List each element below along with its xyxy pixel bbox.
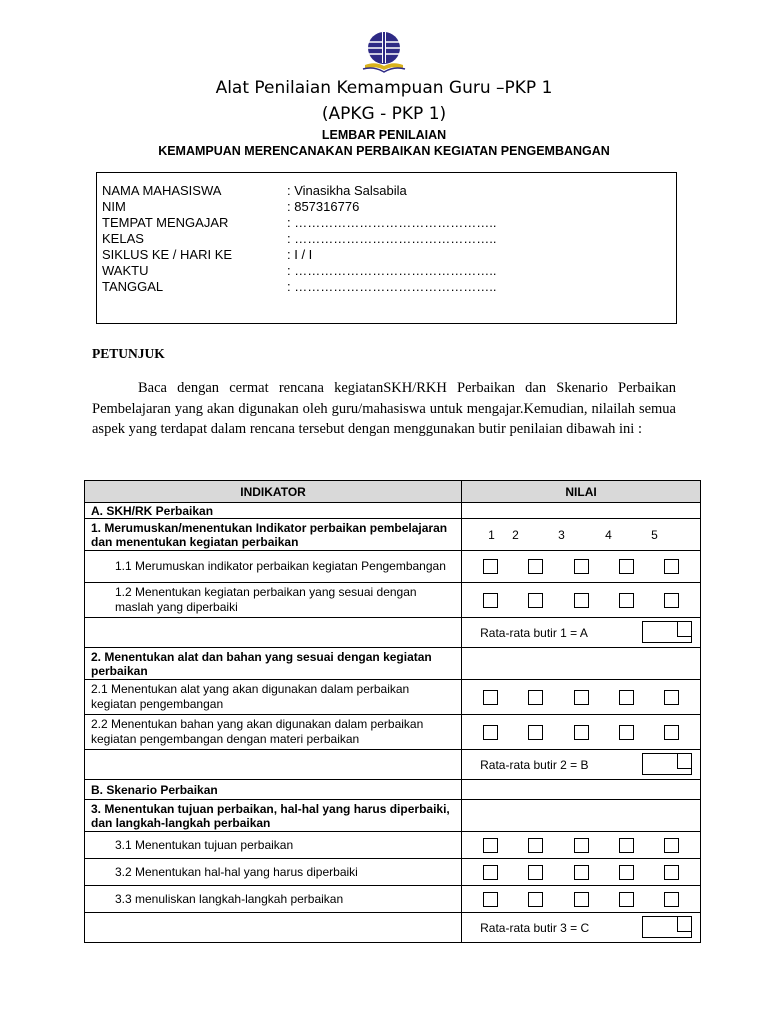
empty-cell <box>462 648 701 680</box>
info-value: : 857316776 <box>287 199 360 214</box>
score-checkbox-4[interactable] <box>619 865 634 880</box>
info-label: TANGGAL <box>102 279 164 294</box>
info-row-kelas <box>102 231 496 247</box>
score-checkbox-3[interactable] <box>574 838 589 853</box>
table-row <box>85 800 701 832</box>
form-heading: LEMBAR PENILAIAN <box>321 128 447 142</box>
score-checkbox-1[interactable] <box>483 559 498 574</box>
info-value: : I / I <box>287 247 313 262</box>
scale-1: 1 <box>488 527 495 542</box>
score-cell <box>462 832 701 859</box>
score-checkbox-4[interactable] <box>619 559 634 574</box>
info-value: : ……………………………………….. <box>287 231 497 246</box>
info-row-tanggal <box>102 279 496 295</box>
university-logo-icon <box>359 31 409 75</box>
indicator-3-1-label: 3.1 Menentukan tujuan perbaikan <box>85 832 462 859</box>
score-cell <box>462 551 701 583</box>
table-row <box>85 780 701 800</box>
score-cell <box>462 859 701 886</box>
score-checkbox-2[interactable] <box>528 838 543 853</box>
info-row-nama <box>102 183 407 199</box>
score-checkbox-5[interactable] <box>664 690 679 705</box>
average-cell <box>462 618 701 648</box>
instructions-heading: PETUNJUK <box>92 346 165 361</box>
average-1-box[interactable] <box>642 621 692 643</box>
table-row <box>85 913 701 943</box>
score-checkbox-1[interactable] <box>483 593 498 608</box>
score-cell <box>462 886 701 913</box>
score-checkbox-1[interactable] <box>483 838 498 853</box>
info-row-siklus <box>102 247 312 263</box>
empty-cell <box>85 913 462 943</box>
indicator-3-3-label: 3.3 menuliskan langkah-langkah perbaikan <box>85 886 462 913</box>
form-subheading: KEMAMPUAN MERENCANAKAN PERBAIKAN KEGIATAN PENGEMBANGAN <box>158 144 610 158</box>
empty-cell <box>462 780 701 800</box>
header-nilai: NILAI <box>462 481 701 503</box>
scale-5: 5 <box>651 527 658 542</box>
score-checkbox-4[interactable] <box>619 725 634 740</box>
indicator-1-2-label: 1.2 Menentukan kegiatan perbaikan yang sesuai dengan maslah yang diperbaiki <box>85 583 462 618</box>
info-row-tempat <box>102 215 496 231</box>
table-row <box>85 680 701 715</box>
info-value: : ……………………………………….. <box>287 215 497 230</box>
score-checkbox-4[interactable] <box>619 690 634 705</box>
empty-cell <box>85 750 462 780</box>
scale-2: 2 <box>512 527 519 542</box>
score-checkbox-3[interactable] <box>574 593 589 608</box>
table-row <box>85 648 701 680</box>
score-checkbox-5[interactable] <box>664 838 679 853</box>
info-value: : ……………………………………….. <box>287 279 497 294</box>
table-row <box>85 551 701 583</box>
average-2-box[interactable] <box>642 753 692 775</box>
info-label: NAMA MAHASISWA <box>102 183 222 198</box>
table-row <box>85 832 701 859</box>
info-label: NIM <box>102 199 126 214</box>
table-row <box>85 859 701 886</box>
score-checkbox-2[interactable] <box>528 865 543 880</box>
section-a-label: A. SKH/RK Perbaikan <box>85 503 462 519</box>
empty-cell <box>462 503 701 519</box>
table-row <box>85 519 701 551</box>
score-checkbox-3[interactable] <box>574 559 589 574</box>
score-checkbox-2[interactable] <box>528 559 543 574</box>
score-checkbox-1[interactable] <box>483 690 498 705</box>
info-row-waktu <box>102 263 496 279</box>
student-info-box <box>96 172 677 324</box>
score-cell <box>462 680 701 715</box>
score-checkbox-4[interactable] <box>619 892 634 907</box>
score-scale <box>462 528 700 542</box>
score-checkbox-1[interactable] <box>483 892 498 907</box>
empty-cell <box>85 618 462 648</box>
indicator-1-1-label: 1.1 Merumuskan indikator perbaikan kegiatan Pengembangan <box>85 551 462 583</box>
table-row <box>85 503 701 519</box>
score-checkbox-4[interactable] <box>619 593 634 608</box>
table-row <box>85 715 701 750</box>
score-checkbox-3[interactable] <box>574 690 589 705</box>
info-label: WAKTU <box>102 263 149 278</box>
page-title: Alat Penilaian Kemampuan Guru –PKP 1 <box>215 78 553 98</box>
table-row <box>85 886 701 913</box>
info-value: : ……………………………………….. <box>287 263 497 278</box>
average-3-box[interactable] <box>642 916 692 938</box>
score-cell <box>462 583 701 618</box>
scale-3: 3 <box>558 527 565 542</box>
average-cell <box>462 750 701 780</box>
score-checkbox-4[interactable] <box>619 838 634 853</box>
table-row <box>85 750 701 780</box>
score-scale-cell <box>462 519 701 551</box>
indicator-3-label: 3. Menentukan tujuan perbaikan, hal-hal yang harus diperbaiki, dan langkah-langkah perbaikan <box>85 800 462 832</box>
score-checkbox-5[interactable] <box>664 593 679 608</box>
indicator-2-1-label: 2.1 Menentukan alat yang akan digunakan dalam perbaikan kegiatan pengembangan <box>85 680 462 715</box>
info-label: SIKLUS KE / HARI KE <box>102 247 233 262</box>
header-indikator: INDIKATOR <box>85 481 462 503</box>
score-checkbox-2[interactable] <box>528 892 543 907</box>
score-checkbox-3[interactable] <box>574 892 589 907</box>
average-2-label: Rata-rata butir 2 = B <box>480 758 589 772</box>
average-cell <box>462 913 701 943</box>
score-checkbox-5[interactable] <box>664 725 679 740</box>
section-b-label: B. Skenario Perbaikan <box>85 780 462 800</box>
info-label: TEMPAT MENGAJAR <box>102 215 229 230</box>
assessment-table <box>84 480 701 943</box>
scale-4: 4 <box>605 527 612 542</box>
average-1-label: Rata-rata butir 1 = A <box>480 626 588 640</box>
score-checkbox-2[interactable] <box>528 725 543 740</box>
table-header-row <box>85 481 701 503</box>
table-row <box>85 618 701 648</box>
score-checkbox-2[interactable] <box>528 690 543 705</box>
info-value: : Vinasikha Salsabila <box>287 183 407 198</box>
table-row <box>85 583 701 618</box>
score-checkbox-1[interactable] <box>483 725 498 740</box>
score-checkbox-3[interactable] <box>574 865 589 880</box>
page-subtitle-code: (APKG - PKP 1) <box>321 104 447 124</box>
indicator-2-2-label: 2.2 Menentukan bahan yang akan digunakan dalam perbaikan kegiatan pengembangan dengan materi perbaikan <box>85 715 462 750</box>
indicator-3-2-label: 3.2 Menentukan hal-hal yang harus diperbaiki <box>85 859 462 886</box>
indicator-1-label: 1. Merumuskan/menentukan Indikator perbaikan pembelajaran dan menentukan kegiatan perbaikan <box>85 519 462 551</box>
empty-cell <box>462 800 701 832</box>
info-row-nim <box>102 199 359 215</box>
indicator-2-label: 2. Menentukan alat dan bahan yang sesuai dengan kegiatan perbaikan <box>85 648 462 680</box>
average-3-label: Rata-rata butir 3 = C <box>480 921 590 935</box>
score-checkbox-2[interactable] <box>528 593 543 608</box>
score-checkbox-1[interactable] <box>483 865 498 880</box>
info-label: KELAS <box>102 231 144 246</box>
score-checkbox-5[interactable] <box>664 559 679 574</box>
score-checkbox-5[interactable] <box>664 892 679 907</box>
score-cell <box>462 715 701 750</box>
score-checkbox-3[interactable] <box>574 725 589 740</box>
instructions-text: Baca dengan cermat rencana kegiatanSKH/RKH Perbaikan dan Skenario Perbaikan Pembelajaran yang akan digunakan oleh guru/mahasiswa untuk mengajar.Kemudian, nilailah semua aspek yang terdapat dalam rencana tersebut dengan menggunakan butir penilaian dibawah ini : <box>92 380 676 437</box>
score-checkbox-5[interactable] <box>664 865 679 880</box>
